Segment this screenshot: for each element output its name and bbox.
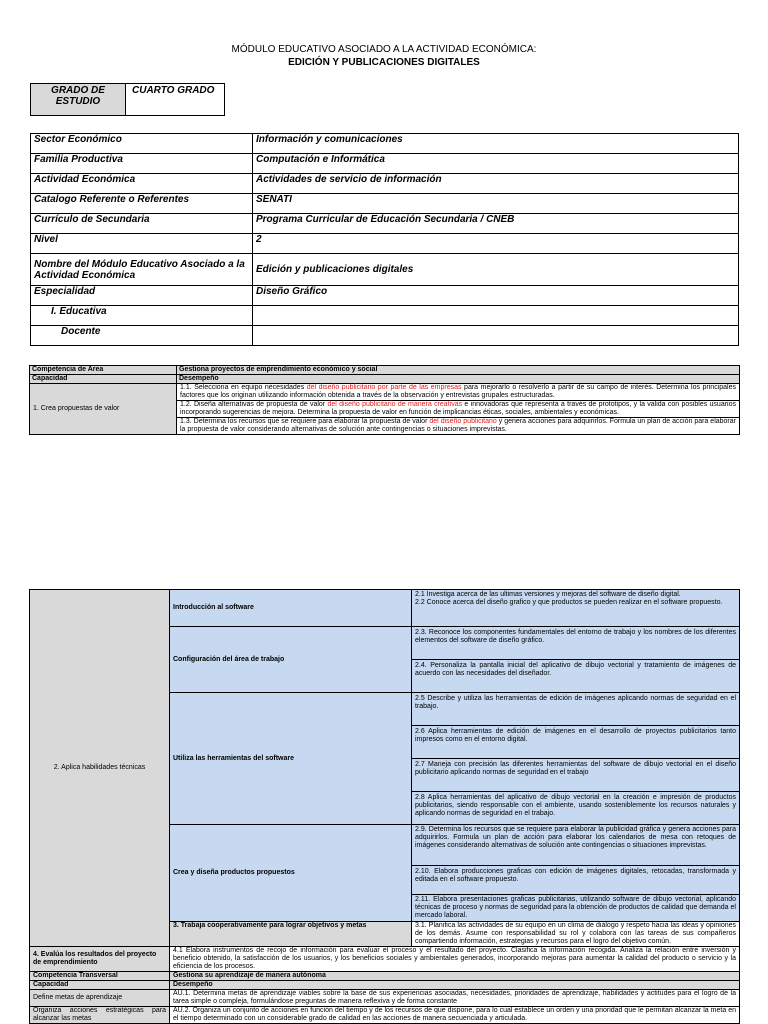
grade-value: CUARTO GRADO [126, 84, 225, 116]
info-row [31, 134, 739, 154]
desempeno-1-3: 1.3. Determina los recursos que se requiere para elaborar la propuesta de valor del diseño publicitario y genera acciones para adquirirlos. Formula un plan de acción para elaborar la propuesta de valor considerando alternativas de solución ante contingencias o situaciones imprevistas. [177, 418, 740, 435]
desempeno-4-1: 4.1 Elabora instrumentos de recojo de información para evaluar el proceso y el resultado del proyecto. Clasifica la información recogida. Analiza la relación entre inversión y beneficio obtenido, la satisfacción de los usuarios, y los beneficios sociales y ambientales generados, incorporando mejoras para aumentar la calidad del producto o servicio y la eficiencia de los procesos. [170, 947, 740, 972]
info-row-label: Nivel [31, 234, 253, 254]
habilidades-table [29, 589, 740, 1024]
desempeno-2-7: 2.7 Maneja con precisión las diferentes herramientas del software de dibujo vectorial en el diseño publicitario aplicando normas de seguridad en el trabajo [412, 759, 740, 792]
info-row-value: Diseño Gráfico [253, 286, 739, 306]
topic-crea-disena: Crea y diseña productos propuestos [170, 825, 412, 922]
capacidad-2: 2. Aplica habilidades técnicas [30, 590, 170, 947]
competencia-area-label: Competencia de Area [30, 366, 177, 375]
competencia-area-table [29, 365, 740, 435]
grade-table [30, 83, 225, 116]
desempeno-2-11: 2.11. Elabora presentaciones graficas publicitarias, utilizando software de dibujo vectorial, aplicando técnicas de proceso y normas de seguridad para la obtención de productos de calidad que demanda el mercado laboral. [412, 895, 740, 922]
desempeno-2-6: 2.6 Aplica herramientas de edición de imágenes en el desarrollo de proyectos publicitarios tanto impresos como en el entorno digital. [412, 726, 740, 759]
document-title: MÓDULO EDUCATIVO ASOCIADO A LA ACTIVIDAD ECONÓMICA: [231, 44, 537, 55]
capacidad-4: 4. Evalúa los resultados del proyecto de emprendimiento [30, 947, 170, 972]
transversal-capacidad-1: Define metas de aprendizaje [30, 990, 170, 1007]
info-row-label: Nombre del Módulo Educativo Asociado a la Actividad Económica [31, 254, 253, 286]
info-row-label: Familia Productiva [31, 154, 253, 174]
document-subtitle: EDICIÓN Y PUBLICACIONES DIGITALES [288, 57, 480, 68]
capacidad-header: Capacidad [30, 375, 177, 384]
info-row [31, 234, 739, 254]
topic-introduccion: Introducción al software [170, 590, 412, 627]
transversal-capacidad-2: Organiza acciones estratégicas para alcanzar las metas [30, 1007, 170, 1024]
transversal-desempeno-header: Desempeño [170, 981, 740, 990]
desempeno-2-10: 2.10. Elabora producciones graficas con edición de imágenes digitales, retocadas, transformada y editada en el software propuesto. [412, 866, 740, 895]
desempeno-3-1: 3.1. Planifica las actividades de su equipo en un clima de diálogo y respeto hacia las ideas y opiniones de los demás. Asume con responsabilidad su rol y colabora con las tareas de sus compañeros compartiendo información, estrategias y recursos para el logro del objetivo común. [412, 922, 740, 947]
info-row-value: SENATI [253, 194, 739, 214]
info-row-label: Currículo de Secundaria [31, 214, 253, 234]
info-row-value: Información y comunicaciones [253, 134, 739, 154]
info-row [31, 326, 739, 346]
info-row [31, 286, 739, 306]
desempeno-1-2: 1.2. Diseña alternativas de propuesta de valor del diseño publicitario de manera creativas e innovadoras que representa a través de prototipos, y la valida con posibles usuarios incorporando sugerencias de mejora. Determina la propuesta de valor en función de implicancias éticas, sociales, ambientales y económicas. [177, 401, 740, 418]
desempeno-2-3: 2.3. Reconoce los componentes fundamentales del entorno de trabajo y los nombres de los diferentes elementos del software de diseño gráfico. [412, 627, 740, 660]
info-row-label: Docente [31, 326, 253, 346]
desempeno-header: Desempeño [177, 375, 740, 384]
info-row [31, 254, 739, 286]
info-row-label: Catalogo Referente o Referentes [31, 194, 253, 214]
transversal-value: Gestiona su aprendizaje de manera autónoma [170, 972, 740, 981]
info-row [31, 306, 739, 326]
info-row-label: I. Educativa [31, 306, 253, 326]
topic-herramientas: Utiliza las herramientas del software [170, 693, 412, 825]
info-row [31, 174, 739, 194]
desempeno-2-5: 2.5 Describe y utiliza las herramientas de edición de imágenes aplicando normas de seguridad en el trabajo. [412, 693, 740, 726]
capacidad-3: 3. Trabaja cooperativamente para lograr objetivos y metas [170, 922, 412, 947]
desempeno-2-4: 2.4. Personaliza la pantalla inicial del aplicativo de dibujo vectorial y tratamiento de imágenes de acuerdo con las necesidades del diseñador. [412, 660, 740, 693]
info-row [31, 194, 739, 214]
info-row-value: Edición y publicaciones digitales [253, 254, 739, 286]
info-row-value: 2 [253, 234, 739, 254]
info-row-label: Actividad Económica [31, 174, 253, 194]
desempeno-2-1: 2.1 Investiga acerca de las ultimas versiones y mejoras del software de diseño digital. 2.2 Conoce acerca del diseño grafico y que productos se pueden realizar en el software propuesto. [412, 590, 740, 627]
competencia-area-value: Gestiona proyectos de emprendimiento económico y social [177, 366, 740, 375]
info-row-value [253, 306, 739, 326]
transversal-desempeno-1: AU.1. Determina metas de aprendizaje viables sobre la base de sus experiencias asociadas, necesidades, prioridades de aprendizaje, habilidades y actitudes para el logro de la tarea simple o compleja, formulándose preguntas de manera reflexiva y de forma constante [170, 990, 740, 1007]
topic-configuracion: Configuración del área de trabajo [170, 627, 412, 693]
info-row-value: Computación e Informática [253, 154, 739, 174]
desempeno-1-1: 1.1. Selecciona en equipo necesidades del diseño publicitario por parte de las empresas para mejorarlo o resolverlo a partir de su campo de interés. Determina los principales factores que los originan utilizando información obtenida a través de la observación y entrevistas grupales estructuradas. [177, 384, 740, 401]
info-row [31, 154, 739, 174]
desempeno-2-9: 2.9. Determina los recursos que se requiere para elaborar la publicidad gráfica y genera acciones para adquirirlos. Formula un plan de acción para elaborar los calendarios de mesa con retoques de imágenes considerando alternativas de solución ante contingencias o situaciones imprevistas. [412, 825, 740, 866]
transversal-desempeno-2: AU.2. Organiza un conjunto de acciones en función del tiempo y de los recursos de que dispone, para lo cual establece un orden y una prioridad que le permitan alcanzar la meta en el tiempo determinado con un considerable grado de calidad en las acciones de manera secuenciada y articulada. [170, 1007, 740, 1024]
grade-label: GRADO DE ESTUDIO [31, 84, 126, 116]
info-row-value: Actividades de servicio de información [253, 174, 739, 194]
transversal-label: Competencia Transversal [30, 972, 170, 981]
info-table [30, 133, 739, 346]
info-row-value: Programa Curricular de Educación Secundaria / CNEB [253, 214, 739, 234]
capacidad-1: 1. Crea propuestas de valor [30, 384, 177, 435]
info-row-label: Sector Económico [31, 134, 253, 154]
info-row [31, 214, 739, 234]
info-row-label: Especialidad [31, 286, 253, 306]
info-row-value [253, 326, 739, 346]
transversal-capacidad-header: Capacidad [30, 981, 170, 990]
desempeno-2-8: 2.8 Aplica herramientas del aplicativo de dibujo vectorial en la creación e impresión de productos publicitarios, siendo responsable con el ambiente, usando sosteniblemente los recursos naturales y aplicando normas de seguridad en el trabajo. [412, 792, 740, 825]
